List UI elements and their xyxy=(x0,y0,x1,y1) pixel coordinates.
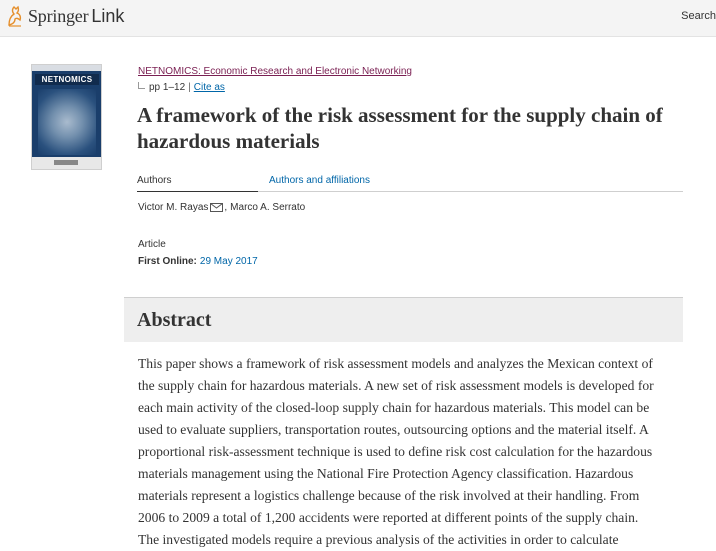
separator: | xyxy=(188,82,191,93)
journal-cover[interactable] xyxy=(31,64,102,170)
first-online-date: 29 May 2017 xyxy=(199,256,258,267)
journal-name-link[interactable]: NETNOMICS: Economic Research and Electronic Networking xyxy=(138,66,412,77)
springer-link-logo[interactable] xyxy=(6,5,124,27)
abstract-line: the supply chain for hazardous materials. A new set of risk assessment models is developed for xyxy=(138,378,654,393)
logo-springer-text: Springer xyxy=(28,5,89,26)
abstract-line: This paper shows a framework of risk assessment models and analyzes the Mexican context of xyxy=(138,356,653,371)
cover-artwork xyxy=(38,89,96,155)
site-header xyxy=(0,0,716,37)
cover-publisher-band xyxy=(32,157,101,169)
search-button[interactable]: Search xyxy=(681,10,716,22)
abstract-line: materials represent a logistics challenge because of the risk involved at their handling. From xyxy=(138,488,640,503)
article-title: A framework of the risk assessment for the supply chain of hazardous materials xyxy=(137,103,663,153)
first-online-label: First Online: xyxy=(138,256,197,267)
author-separator: , xyxy=(224,202,228,213)
abstract-body xyxy=(138,353,686,551)
abstract-line: The investigated models require a previous analysis of the activities in order to calculate xyxy=(138,532,619,547)
abstract-line: each main activity of the closed-loop supply chain for hazardous materials. This model can be xyxy=(138,400,650,415)
article-type: Article xyxy=(138,239,166,250)
pages-line xyxy=(138,82,225,93)
springer-horse-icon xyxy=(6,5,24,27)
cover-top-band xyxy=(32,65,101,71)
author-tabs xyxy=(137,172,683,192)
abstract-line: materials management using the National Fire Protection Agency classification. Hazardous xyxy=(138,466,634,481)
abstract-heading: Abstract xyxy=(137,309,212,331)
tab-authors[interactable]: Authors xyxy=(137,175,258,192)
first-online xyxy=(138,256,258,267)
email-icon[interactable] xyxy=(210,203,223,212)
tab-authors-and-affiliations[interactable]: Authors and affiliations xyxy=(269,175,370,186)
cite-as-link[interactable]: Cite as xyxy=(193,82,225,93)
abstract-line: 2006 to 2009 a total of 1,200 accidents were reported at different points of the supply chain. xyxy=(138,510,639,525)
logo-link-text: Link xyxy=(91,5,125,26)
author-name[interactable]: Marco A. Serrato xyxy=(230,202,306,213)
cover-title: NETNOMICS xyxy=(35,74,99,85)
author-list xyxy=(138,202,305,213)
abstract-line: used to evaluate suppliers, transportation routes, outsourcing options and the material itself. A xyxy=(138,422,649,437)
tree-corner-icon xyxy=(138,82,145,89)
abstract-section-header[interactable] xyxy=(124,297,683,342)
page-range: pp 1–12 xyxy=(149,82,186,93)
abstract-line: proportional risk-assessment technique is used to define risk cost calculation for the hazardous xyxy=(138,444,653,459)
author-name[interactable]: Victor M. Rayas xyxy=(138,202,209,213)
